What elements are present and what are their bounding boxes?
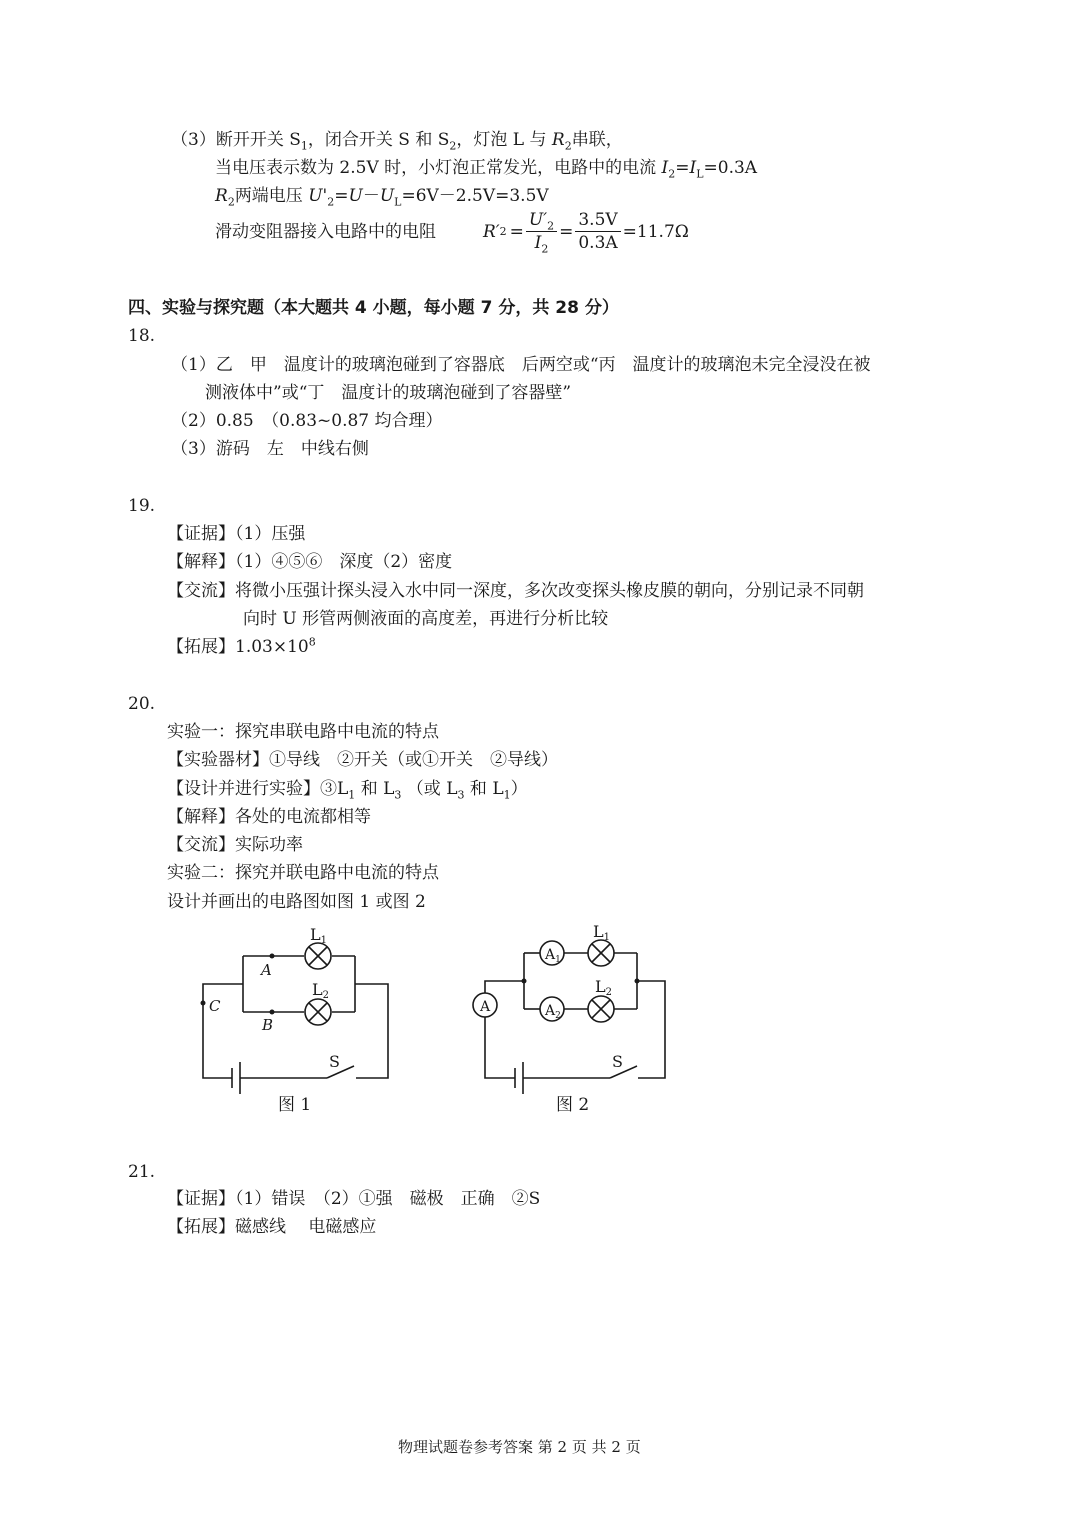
q20-line: 【解释】各处的电流都相等 xyxy=(167,807,371,827)
resistance-equation: R′ 2 = $\frac{U'_2}{I_2}$ = $\frac{3.5V}{0.3A}$ =11.7Ω xyxy=(483,210,689,256)
q19-line: 向时 U 形管两侧液面的高度差，再进行分析比较 xyxy=(243,609,609,629)
q21-line: 【证据】（1）错误 （2）①强 磁极 正确 ②S xyxy=(167,1189,541,1209)
section-title: 四、实验与探究题（本大题共 4 小题，每小题 7 分，共 28 分） xyxy=(128,298,619,318)
q19-line: 【交流】将微小压强计探头浸入水中同一深度，多次改变探头橡皮膜的朝向，分别记录不同朝 xyxy=(167,581,864,601)
fig2-ammeter-A2: $A_2$ xyxy=(545,1003,561,1021)
p3-line-2: 当电压表示数为 2.5V 时，小灯泡正常发光，电路中的电流 $I_2=I_L=0.3A$ xyxy=(215,158,758,181)
page-footer: 物理试题卷参考答案 第 2 页 共 2 页 xyxy=(398,1438,641,1456)
fig2-ammeter-A: A xyxy=(480,999,491,1015)
q21-line: 【拓展】磁感线 电磁感应 xyxy=(167,1217,377,1237)
q19-line: 【拓展】$1.03\times 10^8$ xyxy=(167,635,316,657)
q20-line: 实验二：探究并联电路中电流的特点 xyxy=(167,863,439,883)
q20-line: 【交流】实际功率 xyxy=(167,835,303,855)
fig2-label-L2: L2 xyxy=(595,977,612,998)
q20-number: 20. xyxy=(128,694,156,714)
fig1-label-L1: L1 xyxy=(310,925,327,946)
p3-line-4: 滑动变阻器接入电路中的电阻 xyxy=(215,222,436,242)
q19-line: 【解释】（1）④⑤⑥ 深度（2）密度 xyxy=(167,552,453,572)
fig2-caption: 图 2 xyxy=(556,1095,590,1115)
q18-line: （2）0.85 （0.83~0.87 均合理） xyxy=(171,411,443,431)
fig1-label-B: B xyxy=(262,1016,274,1034)
q19-number: 19. xyxy=(128,496,156,516)
q19-line: 【证据】（1）压强 xyxy=(167,524,306,544)
fig1-label-A: A xyxy=(261,961,272,979)
fig1-caption: 图 1 xyxy=(278,1095,312,1115)
q18-line: （3）游码 左 中线右侧 xyxy=(171,439,369,459)
q20-line: 设计并画出的电路图如图 1 或图 2 xyxy=(167,892,426,912)
q20-line: 实验一：探究串联电路中电流的特点 xyxy=(167,722,439,742)
fraction-numeric: $\frac{3.5V}{0.3A}$ xyxy=(575,210,620,253)
p3-line-3: $R_2$两端电压 $U'_2=U-U_L=6V-2.5V=3.5V$ xyxy=(215,186,549,209)
fig2-label-S: S xyxy=(612,1052,623,1071)
q18-line: （1）乙 甲 温度计的玻璃泡碰到了容器底 后两空或“丙 温度计的玻璃泡未完全浸没在被 xyxy=(171,355,871,375)
q18-number: 18. xyxy=(128,326,156,346)
q18-line: 测液体中”或“丁 温度计的玻璃泡碰到了容器壁” xyxy=(205,383,572,403)
fig1-label-L2: L2 xyxy=(312,980,329,1001)
fig2-label-L1: L1 xyxy=(593,922,610,943)
fig1-label-S: S xyxy=(329,1052,340,1071)
fraction-symbolic: $\frac{U'_2}{I_2}$ xyxy=(526,210,557,253)
fig2-ammeter-A1: $A_1$ xyxy=(545,947,561,965)
q21-number: 21. xyxy=(128,1162,156,1182)
q20-line: 【设计并进行实验】$③L_1$ 和 $L_3$ （或 $L_3$ 和 $L_1$） xyxy=(167,779,528,802)
q20-line: 【实验器材】①导线 ②开关（或①开关 ②导线） xyxy=(167,750,558,770)
fig1-label-C: C xyxy=(209,997,221,1015)
p3-line-1: （3）断开开关 $S_1$，闭合开关 S 和 $S_2$，灯泡 L 与 $R_2$串联， xyxy=(171,130,623,153)
